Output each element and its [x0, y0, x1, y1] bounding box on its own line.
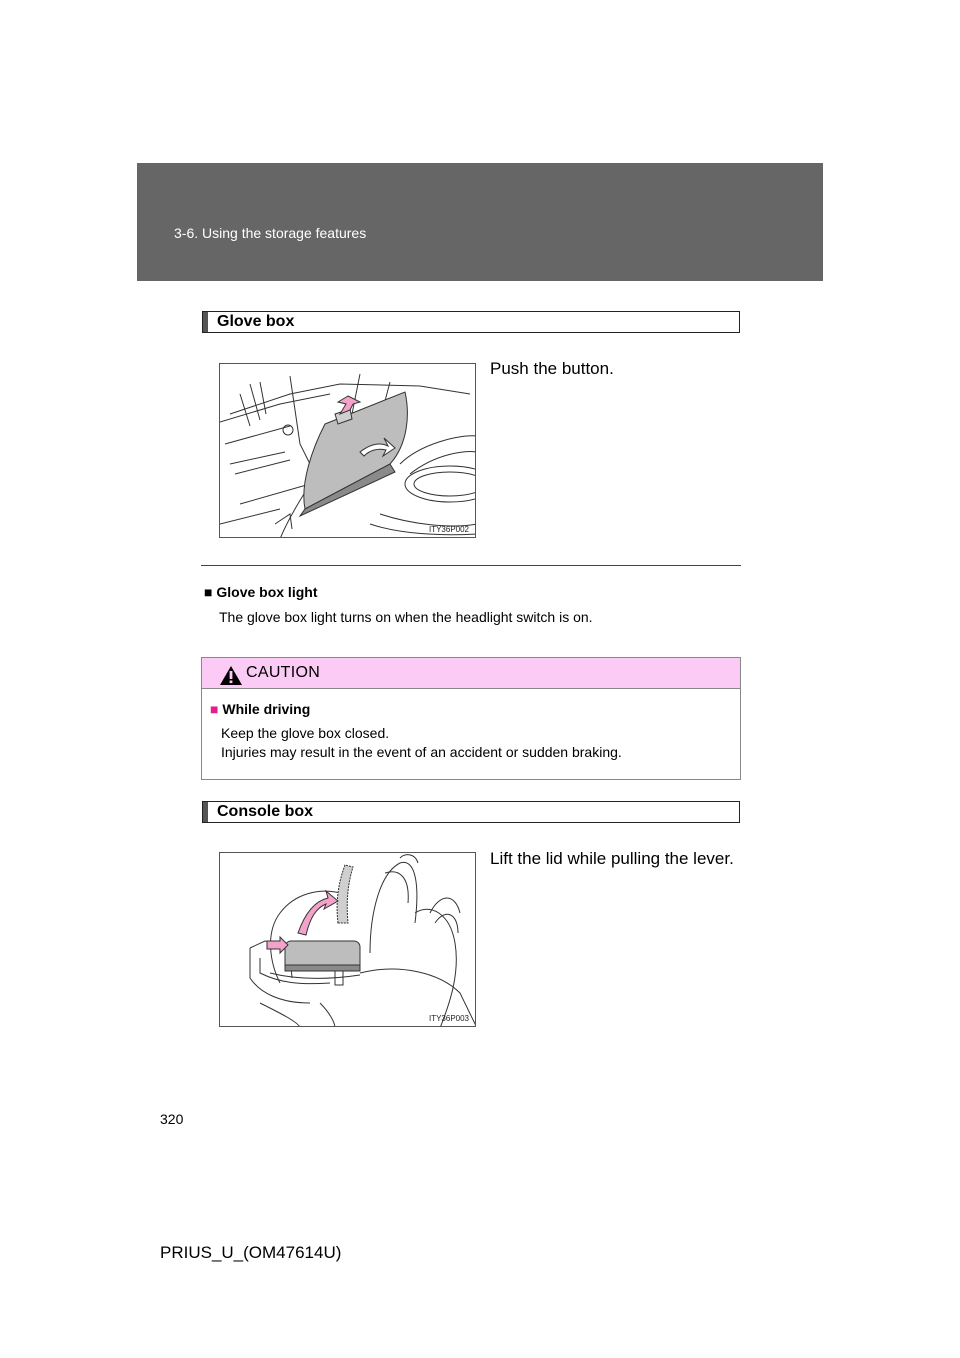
warning-triangle-icon: [219, 665, 243, 686]
heading-accent-bar: [203, 312, 208, 332]
figure-code: ITY36P003: [428, 1014, 469, 1023]
caution-bullet: ■: [210, 701, 219, 717]
console-box-drawing: [220, 853, 476, 1027]
page-number: 320: [160, 1111, 184, 1127]
caution-title: [210, 701, 310, 717]
caution-label: CAUTION: [246, 664, 321, 681]
glove-box-drawing: [220, 364, 476, 538]
glove-box-illustration: [219, 363, 476, 538]
footer-code: PRIUS_U_(OM47614U): [160, 1243, 342, 1262]
heading-accent-bar: [203, 802, 208, 822]
chapter-title: 3-6. Using the storage features: [174, 225, 367, 241]
note-bullet: ■: [204, 584, 213, 600]
console-box-heading: [202, 801, 740, 823]
caution-line-2: Injuries may result in the event of an accident or sudden braking.: [221, 744, 622, 760]
glove-box-instruction: Push the button.: [490, 359, 614, 378]
caution-line-1: Keep the glove box closed.: [221, 725, 390, 741]
caution-box: [201, 657, 741, 780]
header-band: [137, 163, 823, 281]
console-box-illustration: [219, 852, 476, 1027]
section-divider: [201, 565, 741, 566]
note-title-text: Glove box light: [216, 584, 318, 600]
caution-header: [202, 658, 740, 689]
console-box-instruction: Lift the lid while pulling the lever.: [490, 849, 734, 868]
console-box-heading-text: Console box: [217, 803, 314, 820]
glove-box-heading: [202, 311, 740, 333]
caution-title-text: While driving: [222, 701, 311, 717]
figure-code: ITY36P002: [428, 525, 469, 534]
glove-box-heading-text: Glove box: [217, 313, 295, 330]
glove-box-light-title: [204, 584, 317, 600]
glove-box-light-body: The glove box light turns on when the headlight switch is on.: [219, 609, 593, 625]
